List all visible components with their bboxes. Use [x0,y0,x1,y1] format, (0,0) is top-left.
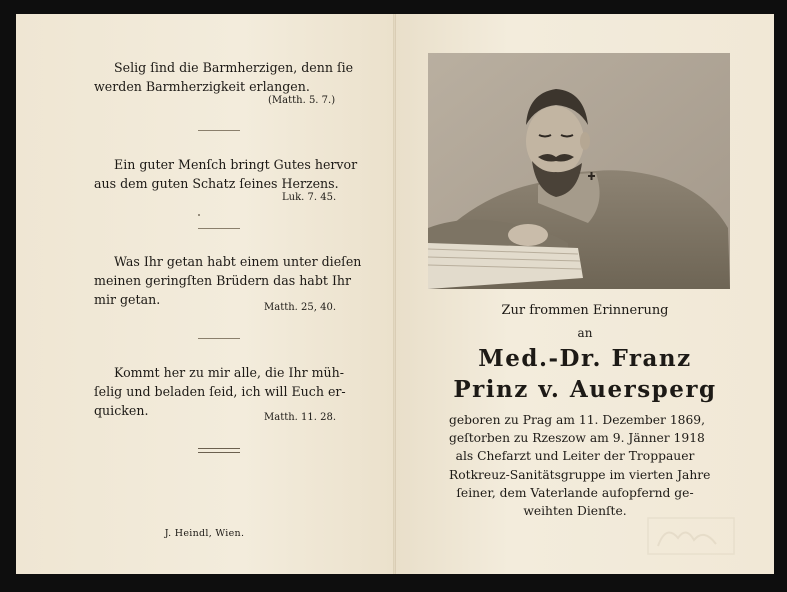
verse-3-line-3: mir getan. [94,292,161,307]
verse-1-line-2: werden Barmherzigkeit erlangen. [94,79,310,94]
verse-4-line-2: ſelig und beladen ſeid, ich will Euch er- [94,384,346,399]
bio-line-2: geſtorben zu Rzeszow am 9. Jänner 1918 [449,431,705,446]
bio-line-1: geboren zu Prag am 11. Dezember 1869, [449,413,706,427]
bio-line-6: weihten Dienſte. [523,504,627,519]
memory-heading: Zur frommen Erinnerung [501,303,669,318]
divider-1 [198,130,240,131]
verse-4-reference: Matth. 11. 28. [264,412,337,423]
verse-1 [94,58,354,96]
bio-line-5: ſeiner, dem Vaterlande aufopfernd ge- [456,485,694,500]
verse-2-line-2: aus dem guten Schatz ſeines Herzens. [94,176,339,191]
printer-credit: J. Heindl, Wien. [164,528,245,539]
portrait-photograph [428,53,730,289]
name-line: Prinz v. Auersperg [453,376,717,403]
center-fold [393,14,396,574]
biography [449,411,711,520]
bio-line-4: Rotkreuz-Sanitätsgruppe im vierten Jahre [449,467,711,482]
memory-an: an [577,326,593,340]
verse-1-reference: (Matth. 5. 7.) [268,95,336,106]
embossed-stamp-icon [646,516,736,556]
verse-2-line-1: Ein guter Menſch bringt Gutes hervor [114,157,358,172]
verse-3 [94,252,362,309]
divider-2 [198,228,240,229]
portrait-illustration [428,53,730,289]
double-divider [198,448,240,453]
paper-speck [198,214,200,216]
name-title-line: Med.-Dr. Franz [478,345,692,372]
verse-4-line-3: quicken. [94,403,149,418]
verse-2-reference: Luk. 7. 45. [282,192,337,203]
verse-3-line-1: Was Ihr getan habt einem unter dieſen [114,254,362,269]
bio-line-3: als Chefarzt und Leiter der Troppauer [455,449,695,464]
verse-3-line-2: meinen geringſten Brüdern das habt Ihr [94,273,352,288]
verse-4-line-1: Kommt her zu mir alle, die Ihr müh- [114,365,345,380]
divider-3 [198,338,240,339]
verse-2 [94,155,358,193]
verse-3-reference: Matth. 25, 40. [264,302,337,313]
verse-1-line-1: Selig ſind die Barmherzigen, denn ſie [114,60,354,75]
